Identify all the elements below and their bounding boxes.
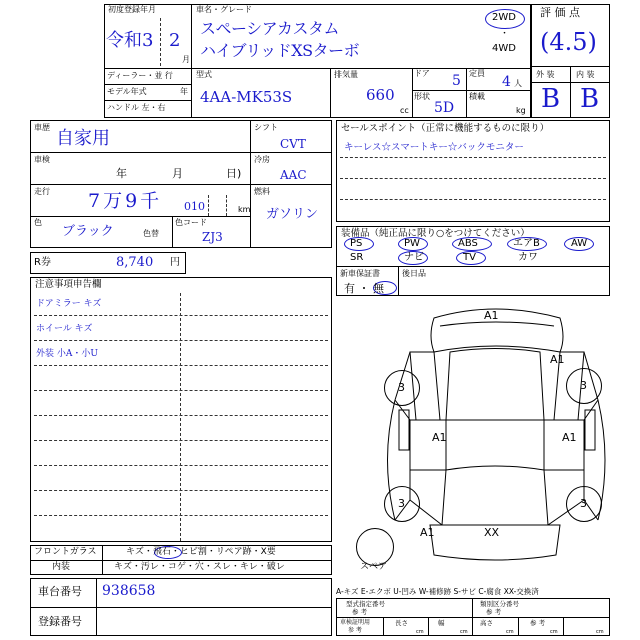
shaken-day: 日) <box>226 167 242 180</box>
category-number-label: 類別区分番号 <box>480 600 519 608</box>
width-unit: cm <box>460 629 468 635</box>
month-unit: 月 <box>182 55 190 64</box>
sales-box <box>336 120 610 222</box>
type-designation-ref: 参 考 <box>352 608 368 616</box>
damage-mark-right-front: A1 <box>550 353 565 366</box>
drive-4wd: 4WD <box>492 43 516 54</box>
capacity-label: 定員 <box>469 69 485 78</box>
shift-label: シフト <box>254 123 278 132</box>
damage-mark-fl-wheel: 3 <box>398 381 405 394</box>
interior-row-options: キズ・汚レ・コゲ・穴・スレ・キレ・破レ <box>114 562 285 572</box>
first-reg-month: 2 <box>169 30 181 51</box>
reference-unit-2: cm <box>550 629 558 635</box>
mileage-small: 010 <box>184 200 205 213</box>
doors-label: ドア <box>414 69 430 78</box>
history-value: 自家用 <box>56 128 110 149</box>
cc-unit: cc <box>400 106 409 115</box>
exterior-label: 外 装 <box>536 70 555 79</box>
equipment-title: 装備品（純正品に限り○をつけてください） <box>341 228 530 239</box>
color-code-label: 色コード <box>175 218 207 227</box>
damage-mark-rr-wheel: 3 <box>580 497 587 510</box>
windshield-options: キズ・飛石・ヒビ割・リペア跡・X要 <box>126 547 276 557</box>
chassis-label: 車台番号 <box>38 585 82 598</box>
length-unit: cm <box>416 629 424 635</box>
height-unit: cm <box>506 629 514 635</box>
notes-title: 注意事項申告欄 <box>35 279 102 290</box>
rating-label: 評 価 点 <box>540 6 580 19</box>
interior-row-label: 内装 <box>52 562 71 572</box>
note-line-2: ホイール キズ <box>36 324 93 334</box>
doors-value: 5 <box>452 73 461 89</box>
equip-abs: ABS <box>458 238 478 249</box>
recycle-box <box>30 252 186 274</box>
equip-airbag: エアB <box>513 238 540 249</box>
type-designation-label: 型式指定番号 <box>346 600 385 608</box>
fuel-label: 燃料 <box>254 187 270 196</box>
equip-aw: AW <box>571 238 588 249</box>
equip-navi: ナビ <box>404 252 424 263</box>
drive-2wd: 2WD <box>492 12 516 23</box>
chassis-value: 938658 <box>102 583 156 599</box>
reference-ref-2: 参 考 <box>530 619 546 627</box>
notes-box <box>30 277 332 542</box>
color-label: 色 <box>34 218 42 227</box>
sales-item-1: キーレス☆スマートキー☆バックモニター <box>344 142 524 153</box>
length-label: 長さ <box>395 619 408 627</box>
recycle-value: 8,740 <box>116 255 154 270</box>
rating-value: (4.5) <box>540 28 597 56</box>
car-name: スペーシアカスタム <box>200 19 340 38</box>
spare-tire <box>356 528 394 566</box>
warranty-value: 有 ・ 無 <box>344 282 384 295</box>
note-line-1: ドアミラー キズ <box>36 299 102 309</box>
reference-unit-3: cm <box>596 629 604 635</box>
displacement-value: 660 <box>366 86 395 104</box>
height-label: 高さ <box>480 619 493 627</box>
fuel-value: ガソリン <box>266 207 319 222</box>
mileage-value: 7万9千 <box>88 190 163 212</box>
load-unit: kg <box>516 106 526 115</box>
interior-grade: B <box>580 84 600 114</box>
reg-label: 登録番号 <box>38 615 82 628</box>
interior-label: 内 装 <box>576 70 595 79</box>
first-reg-era: 令和3 <box>106 30 154 51</box>
dealer-label: ディーラー・並 行 <box>107 71 173 80</box>
exterior-grade: B <box>541 84 561 114</box>
displacement-label: 排気量 <box>334 70 358 79</box>
mileage-unit: km <box>238 205 251 214</box>
model-label: 型式 <box>196 70 212 79</box>
equip-pw: PW <box>404 238 420 249</box>
equip-tv: TV <box>463 252 476 263</box>
damage-legend: A-キズ E-エクボ U-凹み W-補修跡 S-サビ C-腐食 XX-交換済 <box>336 587 539 596</box>
damage-mark-rear: XX <box>484 526 500 539</box>
mileage-label: 走行 <box>34 187 50 196</box>
category-number-ref: 参 考 <box>486 608 502 616</box>
ac-label: 冷房 <box>254 155 270 164</box>
damage-mark-fr-wheel: 3 <box>580 379 587 392</box>
shaken-nen: 年 <box>116 167 127 180</box>
shape-label: 形状 <box>414 92 430 101</box>
history-label: 車歴 <box>34 123 50 132</box>
warranty-label: 新車保証書 <box>340 269 380 278</box>
windshield-label: フロントガラス <box>34 547 97 557</box>
recycle-unit: 円 <box>170 257 180 268</box>
note-line-3: 外装 小A・小U <box>36 349 98 359</box>
drive-sep: ・ <box>500 29 510 39</box>
model-year-unit: 年 <box>180 87 188 96</box>
damage-mark-front: A1 <box>484 309 499 322</box>
sales-title: セールスポイント（正常に機能するものに限り） <box>341 123 550 134</box>
width-label: 幅 <box>438 619 445 627</box>
color-code-value: ZJ3 <box>202 230 223 244</box>
equip-ps: PS <box>350 238 363 249</box>
color-change-label: 色替 <box>143 229 159 238</box>
carname-label: 車名・グレード <box>196 5 252 14</box>
damage-mark-rl-wheel: 3 <box>398 497 405 510</box>
load-label: 積載 <box>469 92 485 101</box>
handle-label: ハンドル 左・右 <box>107 103 166 112</box>
return-label: 後日品 <box>402 269 426 278</box>
equip-sr: SR <box>350 252 364 263</box>
shaken-tsuki: 月 <box>172 167 183 180</box>
inspection-cert-ref: 参 考 <box>348 627 362 634</box>
damage-mark-left-door: A1 <box>432 431 447 444</box>
damage-mark-left-rear: A1 <box>420 526 435 539</box>
shift-value: CVT <box>280 137 306 151</box>
equip-leather: カワ <box>518 252 538 263</box>
ac-value: AAC <box>280 168 307 182</box>
shape-value: 5D <box>434 100 455 116</box>
model-year-label: モデル年式 <box>107 87 147 96</box>
car-grade: ハイブリッドXSターボ <box>200 41 360 60</box>
capacity-unit: 人 <box>514 79 522 88</box>
damage-mark-right-door: A1 <box>562 431 577 444</box>
recycle-label: R券 <box>34 257 51 268</box>
model-code: 4AA-MK53S <box>200 88 293 106</box>
spare-label: スペア <box>360 562 388 572</box>
first-reg-label: 初度登録年月 <box>108 5 156 14</box>
capacity-value: 4 <box>502 74 511 90</box>
inspection-cert-label: 車検証明用 <box>340 619 371 626</box>
shaken-label: 車検 <box>34 155 50 164</box>
color-value: ブラック <box>62 224 114 239</box>
